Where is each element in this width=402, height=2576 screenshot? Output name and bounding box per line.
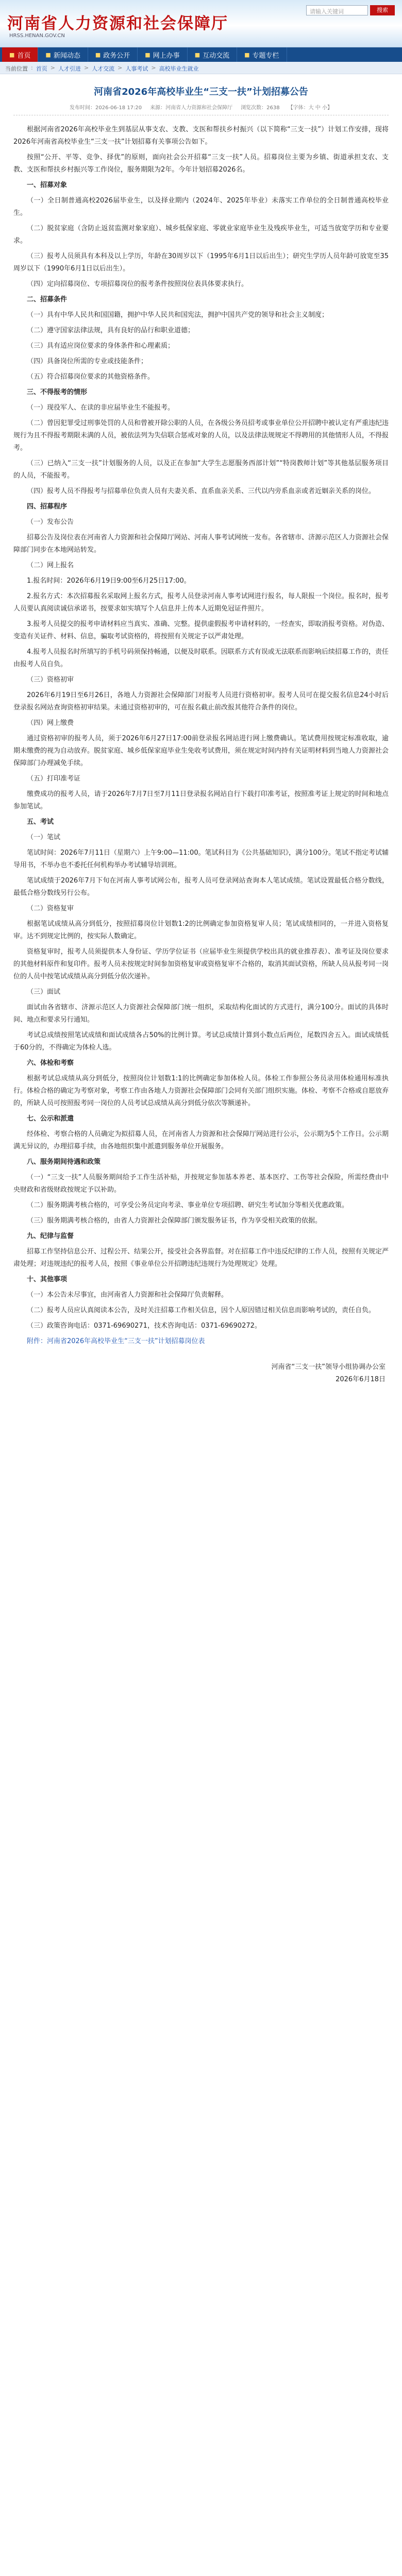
paragraph: 3.报考人员提交的报考申请材料应当真实、准确、完整。提供虚假报考申请材料的，一经查实，即取消报考资格。对伪造、变造有关证件、材料、信息，骗取考试资格的，将按照有关规定予以严肃处理。: [13, 620, 389, 640]
paragraph: 资格复审时，报考人员须提供本人身份证、学历学位证书（应届毕业生须提供学校出具的就业推荐表）、准考证及岗位要求的其他材料原件和复印件。报考人员未按规定时间参加资格复审或资格复审不合格的，取消其面试资格，所缺人员从报考同一岗位的人员中按笔试成绩从高分到低分依次递补。: [13, 948, 389, 980]
paragraph: 缴费成功的报考人员，请于2026年7月7日至7月11日登录报名网站自行下载打印准考证，按照准考证上规定的时间和地点参加笔试。: [13, 790, 389, 810]
paragraph: （一）“三支一扶”人员服务期间给予工作生活补贴，并按规定参加基本养老、基本医疗、工伤等社会保险，所需经费由中央财政和省级财政按规定予以补助。: [13, 1174, 389, 1194]
service-icon: ■: [145, 51, 150, 58]
chat-icon: ■: [194, 51, 200, 58]
section-heading: 六、体检和考察: [27, 1059, 74, 1067]
font-size-switch[interactable]: 【字体：大 中 小】: [288, 105, 332, 111]
topic-icon: ■: [244, 51, 250, 58]
paragraph: 2026年6月19日至6月26日，各地人力资源社会保障部门对报考人员进行资格初审。报考人员可在提交报名信息24小时后登录报名网站查询资格初审结果。未通过资格初审的，可在报名截止前改报其他符合条件的岗位。: [13, 691, 389, 711]
paragraph: 4.报考人员报名时所填写的手机号码须保持畅通，以便及时联系。因联系方式有误或无法联系而影响后续招募工作的，责任由报考人员自负。: [13, 648, 389, 668]
paragraph: （二）报考人员应认真阅读本公告，及时关注招募工作相关信息，因个人原因错过相关信息而影响考试的，责任自负。: [27, 1307, 376, 1314]
paragraph: 根据考试总成绩从高分到低分，按照岗位计划数1:1的比例确定参加体检人员。体检工作参照公务员录用体检通用标准执行。体检合格的确定为考察对象，考察工作由各地人力资源社会保障部门会同有关部门组织实施。体检、考察不合格或自愿放弃的，所缺人员可按照报考同一岗位的人员考试总成绩从高分到低分依次等额递补。: [13, 1075, 389, 1107]
paragraph: 2.报名方式：本次招募报名采取网上报名方式，报考人员登录河南人事考试网进行报名，每人限报一个岗位。报名时，报考人员要认真阅读诚信承诺书，按要求如实填写个人信息并上传本人近期免冠证件照片。: [13, 592, 389, 613]
article: [0, 74, 402, 1386]
paragraph: （一）全日制普通高校2026届毕业生，以及择业期内（2024年、2025年毕业）未落实工作单位的全日制普通高校毕业生。: [13, 197, 389, 217]
section-heading: 二、招募条件: [27, 296, 68, 303]
paragraph: （四）具备岗位所需的专业或技能条件；: [27, 358, 148, 365]
section-heading: 八、服务期间待遇和政策: [27, 1158, 101, 1166]
paragraph: （四）定向招募岗位、专项招募岗位的报考条件按照岗位表具体要求执行。: [27, 280, 248, 288]
breadcrumb-exam[interactable]: 人事考试: [125, 65, 148, 72]
attachment-link[interactable]: 附件：河南省2026年高校毕业生“三支一扶”计划招募岗位表: [27, 1337, 205, 1345]
paragraph: 按照“公开、平等、竞争、择优”的原则，面向社会公开招募“三支一扶”人员。招募岗位主要为乡镇、街道承担支农、支教、支医和帮扶乡村振兴等工作岗位，服务期限为2年。今年计划招募2026名。: [13, 154, 389, 174]
sign-date: 2026年6月18日: [336, 1376, 386, 1383]
paragraph: （一）本公告未尽事宜，由河南省人力资源和社会保障厅负责解释。: [27, 1291, 228, 1299]
paragraph: 经体检、考察合格的人员确定为拟招募人员，在河南省人力资源和社会保障厅网站进行公示，公示期为5个工作日。公示期满无异议的，办理招募手续，由各地组织集中派遣到服务单位开展服务。: [13, 1130, 389, 1150]
news-icon: ■: [45, 51, 51, 58]
paragraph: 根据河南省2026年高校毕业生到基层从事支农、支教、支医和帮扶乡村振兴（以下简称“三支一扶”）计划工作安排，现将2026年河南省高校毕业生“三支一扶”计划招募有关事项公告如下。: [13, 126, 389, 146]
section-heading: （五）打印准考证: [27, 775, 81, 783]
section-heading: 十、其他事项: [27, 1276, 68, 1283]
signature-block: [13, 1361, 389, 1386]
paragraph: 招募公告及岗位表在河南省人力资源和社会保障厅网站、河南人事考试网统一发布。各省辖市、济源示范区人力资源社会保障部门同步在本地网站转发。: [13, 534, 389, 554]
paragraph: 通过资格初审的报考人员，须于2026年6月27日17:00前登录报名网站进行网上缴费确认。笔试费用按规定标准收取，逾期未缴费的视为自动放弃。脱贫家庭、城乡低保家庭毕业生免收考试费用，须在规定时间内持有关证明材料到当地人力资源社会保障部门办理减免手续。: [13, 735, 389, 767]
section-heading: 九、纪律与监督: [27, 1232, 74, 1240]
section-heading: （一）发布公告: [27, 518, 74, 526]
breadcrumb-graduates[interactable]: 高校毕业生就业: [159, 65, 199, 72]
paragraph: 面试由各省辖市、济源示范区人力资源社会保障部门统一组织，采取结构化面试的方式进行，满分100分。面试的具体时间、地点和要求另行通知。: [13, 1004, 389, 1024]
nav-item-gov[interactable]: ■ 政务公开: [88, 47, 138, 62]
paragraph: 1.报名时间：2026年6月19日9:00至6月25日17:00。: [27, 577, 191, 585]
section-heading: 七、公示和派遣: [27, 1115, 74, 1123]
article-body: [13, 124, 389, 1332]
nav-item-topic[interactable]: ■ 专题专栏: [237, 47, 287, 62]
paragraph: （三）政策咨询电话：0371-69690271，技术咨询电话：0371-69690272。: [27, 1322, 261, 1330]
section-heading: （二）资格复审: [27, 905, 74, 912]
site-domain: HRSS.HENAN.GOV.CN: [9, 33, 65, 39]
section-heading: 四、招募程序: [27, 503, 68, 511]
breadcrumb-exchange[interactable]: 人才交流: [92, 65, 115, 72]
paragraph: （三）报考人员须具有本科及以上学历，年龄在30周岁以下（1995年6月1日以后出生）；研究生学历人员年龄可放宽至35周岁以下（1990年6月1日以后出生）。: [13, 252, 389, 273]
section-heading: （二）网上报名: [27, 562, 74, 569]
paragraph: （四）报考人员不得报考与招募单位负责人员有夫妻关系、直系血亲关系、三代以内旁系血亲或者近姻亲关系的岗位。: [27, 487, 376, 495]
nav-item-home[interactable]: ■ 首页: [2, 47, 38, 62]
paragraph: （一）现役军人、在读的非应届毕业生不能报考。: [27, 404, 175, 412]
view-count: 浏览次数：2638: [241, 105, 280, 111]
home-icon: ■: [9, 51, 15, 58]
section-heading: 五、考试: [27, 818, 54, 826]
article-title: 河南省2026年高校毕业生“三支一扶”计划招募公告: [94, 87, 308, 97]
breadcrumb: 当前位置 : 首页 > 人才引进 > 人才交流 > 人事考试 > 高校毕业生就业: [0, 62, 402, 74]
section-heading: 一、招募对象: [27, 181, 68, 189]
paragraph: （三）已纳入“三支一扶”计划服务的人员，以及正在参加“大学生志愿服务西部计划”“特岗教师计划”等其他基层服务项目的人员，不能报考。: [13, 460, 389, 480]
section-heading: 三、不得报考的情形: [27, 388, 88, 396]
paragraph: （三）具有适应岗位要求的身体条件和心理素质；: [27, 342, 175, 350]
site-header: [0, 0, 402, 47]
paragraph: 根据笔试成绩从高分到低分，按照招募岗位计划数1:2的比例确定参加资格复审人员；笔试成绩相同的，一并进入资格复审。达不到规定比例的，按实际人数确定。: [13, 920, 389, 940]
main-nav: [0, 47, 402, 62]
doc-icon: ■: [95, 51, 101, 58]
paragraph: 笔试时间：2026年7月11日（星期六）上午9:00—11:00。笔试科目为《公共基础知识》，满分100分。笔试不指定考试辅导用书，不举办也不委托任何机构举办考试辅导培训班。: [13, 849, 389, 869]
paragraph: （二）曾因犯罪受过刑事处罚的人员和曾被开除公职的人员，在各级公务员招考或事业单位公开招聘中被认定有严重违纪违规行为且不得报考期限未满的人员，被依法列为失信联合惩戒对象的人员，以及法律法规规定不得聘用的其他情形人员，不得报考。: [13, 419, 389, 452]
paragraph: （二）脱贫家庭（含防止返贫监测对象家庭）、城乡低保家庭、零就业家庭毕业生及残疾毕业生，可适当放宽学历和专业要求。: [13, 225, 389, 245]
section-heading: （四）网上缴费: [27, 719, 74, 727]
paragraph: （二）服务期满考核合格的，可享受公务员定向考录、事业单位专项招聘、研究生考试加分等相关优惠政策。: [27, 1201, 349, 1209]
paragraph: 招募工作坚持信息公开、过程公开、结果公开，接受社会各界监督。对在招募工作中违反纪律的工作人员，按照有关规定严肃处理；对违规违纪的报考人员，按照《事业单位公开招聘违纪违规行为处理规定》处理。: [13, 1248, 389, 1268]
publish-date: 发布时间：2026-06-18 17:20: [70, 105, 142, 111]
nav-item-interact[interactable]: ■ 互动交流: [188, 47, 237, 62]
breadcrumb-home[interactable]: 首页: [36, 65, 47, 72]
breadcrumb-talent[interactable]: 人才引进: [58, 65, 81, 72]
paragraph: （三）服务期满考核合格的，由省人力资源社会保障部门颁发服务证书，作为享受相关政策的依据。: [27, 1217, 322, 1225]
paragraph: 笔试成绩于2026年7月下旬在河南人事考试网公布，报考人员可登录网站查询本人笔试成绩。笔试设置最低合格分数线，最低合格分数线另行公布。: [13, 877, 389, 897]
nav-item-service[interactable]: ■ 网上办事: [138, 47, 187, 62]
section-heading: （三）资格初审: [27, 676, 74, 684]
section-heading: （三）面试: [27, 988, 61, 996]
site-title[interactable]: 河南省人力资源和社会保障厅: [7, 14, 228, 33]
search-input[interactable]: 请输入关键词: [306, 5, 368, 15]
article-source: 来源：河南省人力资源和社会保障厅: [150, 105, 233, 111]
paragraph: （五）符合招募岗位要求的其他资格条件。: [27, 373, 155, 381]
section-heading: （一）笔试: [27, 834, 61, 841]
article-meta: [13, 103, 389, 115]
search-button[interactable]: 搜索: [370, 5, 395, 15]
paragraph: （一）具有中华人民共和国国籍，拥护中华人民共和国宪法，拥护中国共产党的领导和社会主义制度；: [27, 311, 329, 319]
nav-item-news[interactable]: ■ 新闻动态: [38, 47, 88, 62]
paragraph: 考试总成绩按照笔试成绩和面试成绩各占50%的比例计算。考试总成绩计算到小数点后两位，尾数四舍五入。面试成绩低于60分的，不得确定为体检人选。: [13, 1031, 389, 1052]
sign-org: 河南省“三支一扶”领导小组协调办公室: [271, 1363, 386, 1371]
paragraph: （二）遵守国家法律法规，具有良好的品行和职业道德；: [27, 327, 195, 334]
